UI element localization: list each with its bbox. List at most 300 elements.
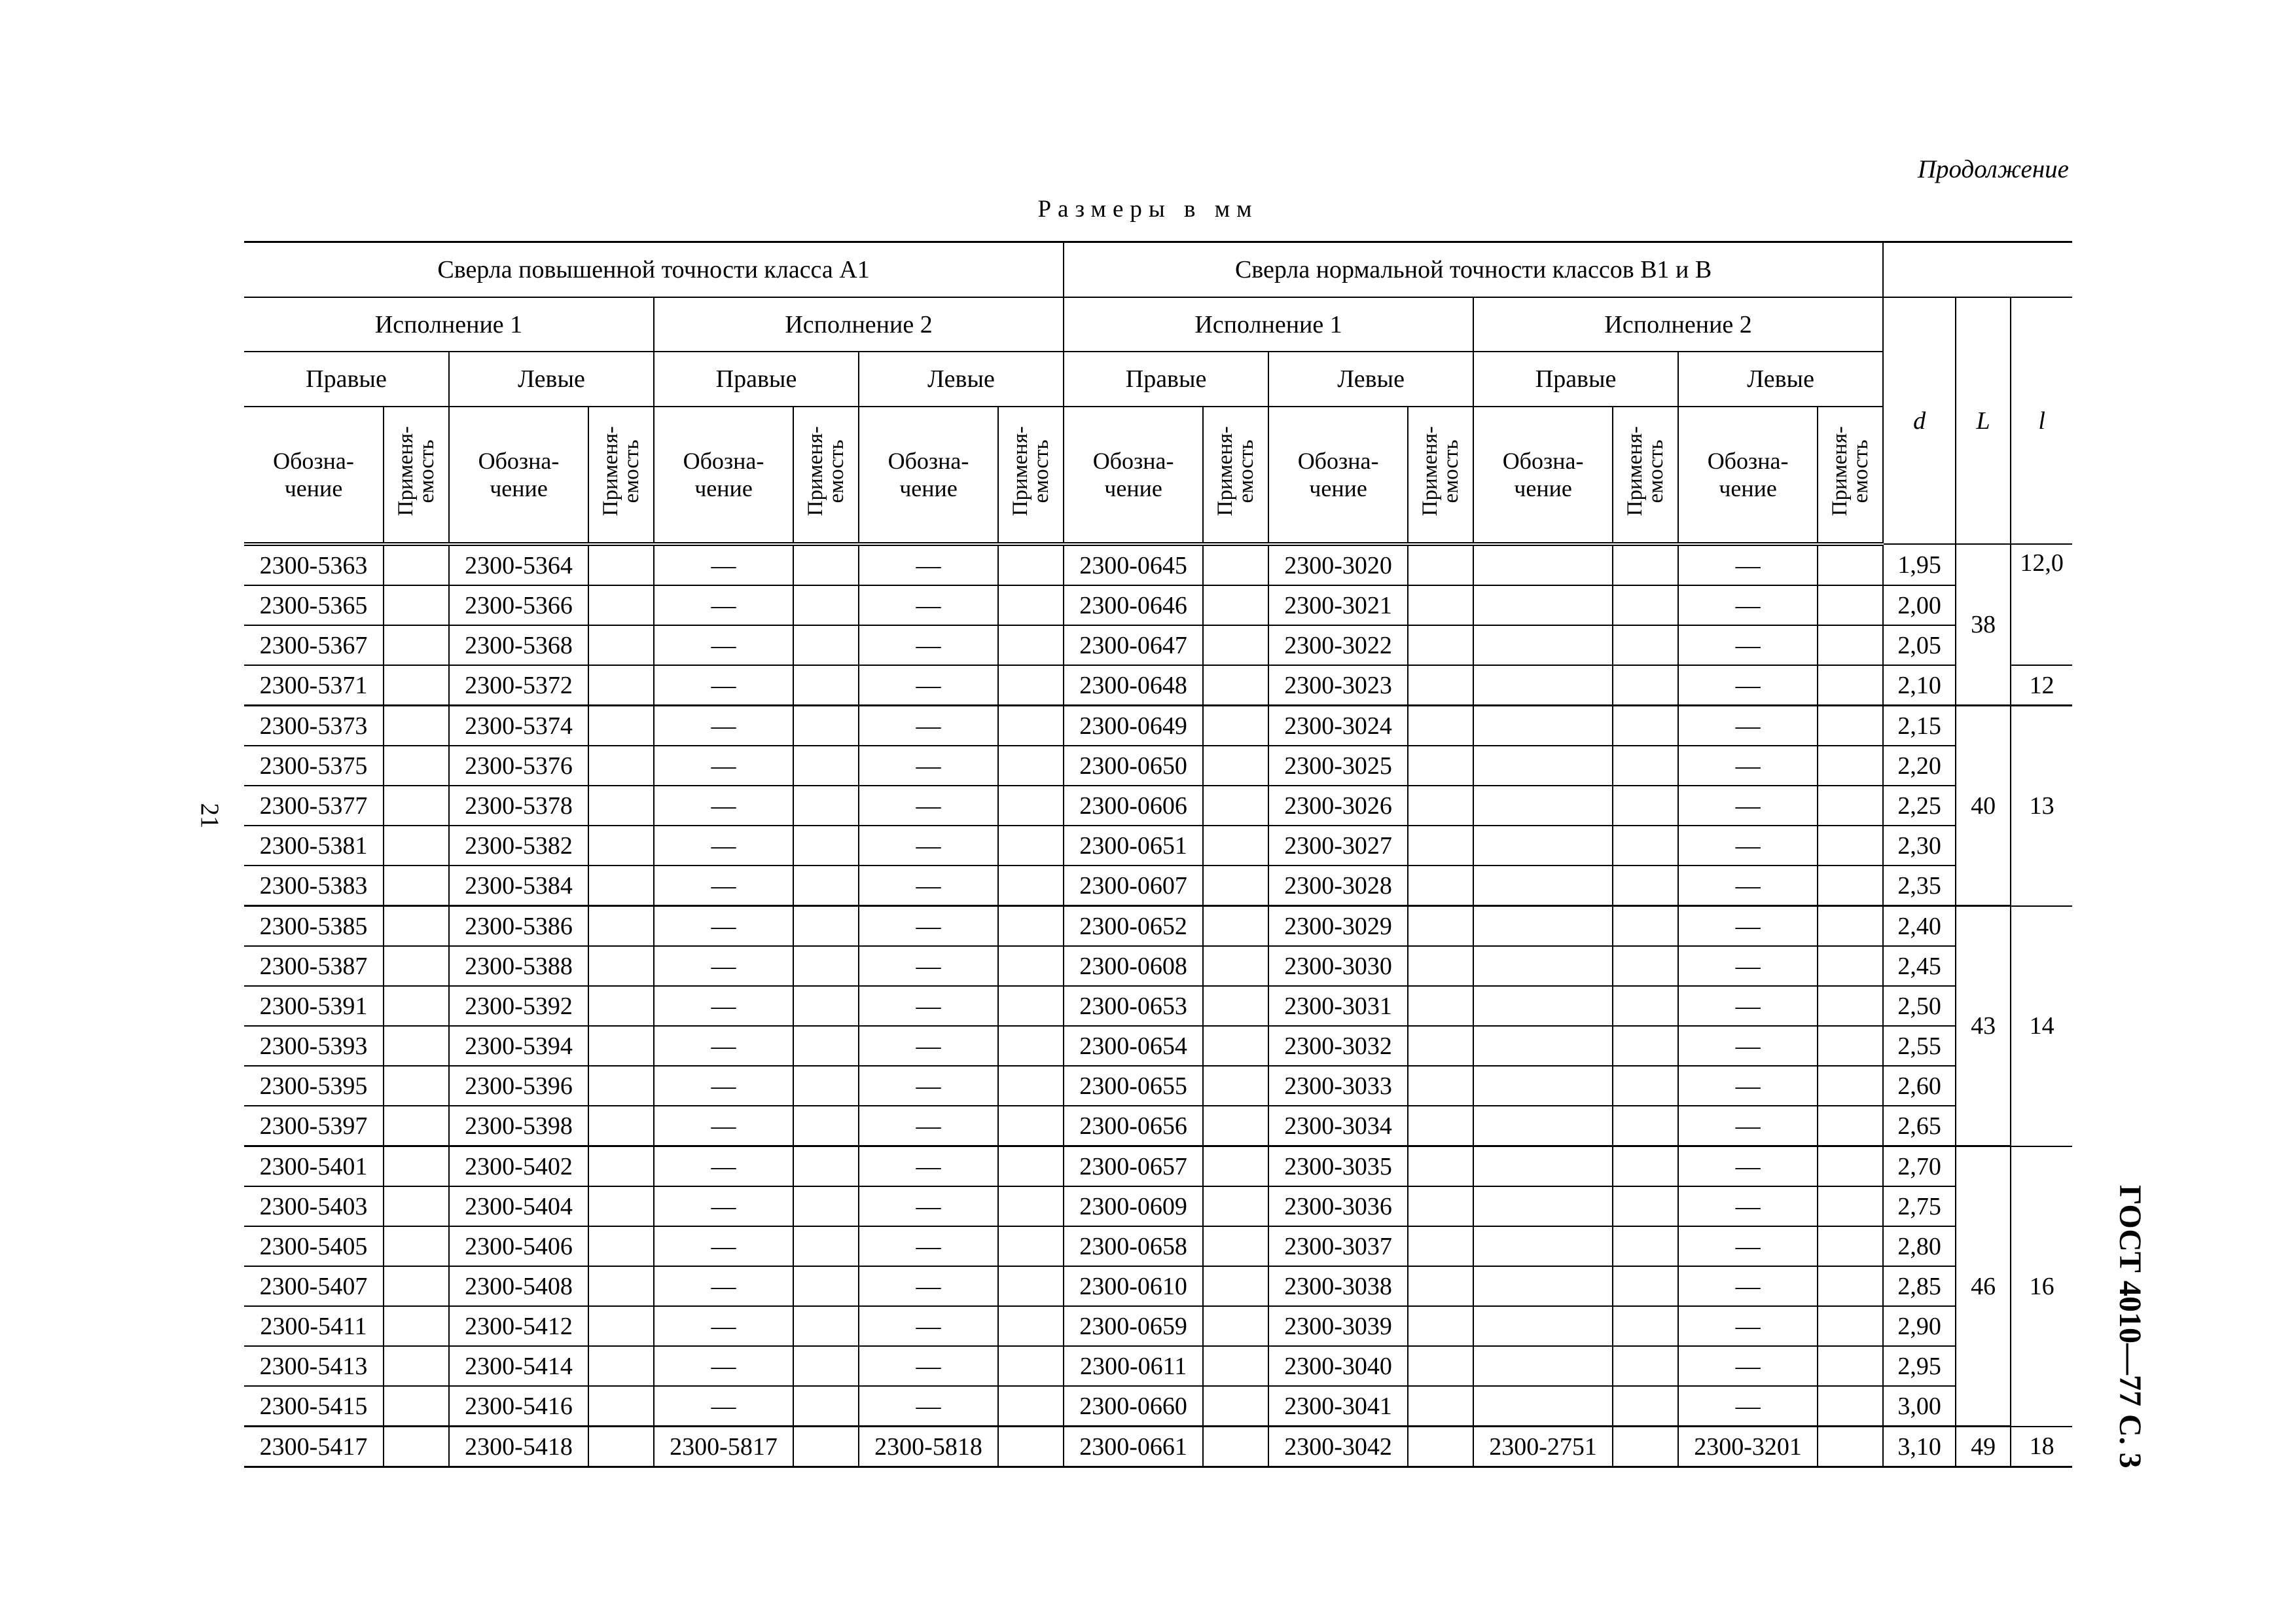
designation-cell: 2300-3042 [1268, 1427, 1408, 1467]
applicability-cell [793, 1106, 859, 1146]
applicability-cell [384, 746, 449, 786]
designation-cell [1473, 986, 1613, 1026]
table-row [244, 826, 2072, 866]
a1-e2-right-header: Правые [654, 352, 859, 407]
applicability-cell [1408, 826, 1473, 866]
designation-cell [1473, 826, 1613, 866]
designation-cell: 2300-5363 [244, 544, 384, 585]
applicability-cell [1613, 786, 1678, 826]
applicability-cell [1408, 1146, 1473, 1187]
applicability-cell [1203, 1026, 1268, 1066]
designation-cell: 2300-0654 [1064, 1026, 1203, 1066]
applicability-header [1408, 407, 1473, 544]
column-l-header: l [2011, 297, 2072, 544]
applicability-cell [588, 986, 654, 1026]
applicability-cell [1818, 665, 1883, 706]
designation-cell: 2300-5364 [449, 544, 588, 585]
designation-cell: 2300-5415 [244, 1386, 384, 1427]
designation-cell: 2300-5394 [449, 1026, 588, 1066]
designation-cell: 2300-0649 [1064, 706, 1203, 746]
designation-cell: — [859, 1226, 998, 1266]
designation-cell: — [654, 906, 793, 947]
diameter-cell: 2,45 [1883, 946, 1956, 986]
designation-cell: — [1678, 1026, 1818, 1066]
table-row [244, 1146, 2072, 1187]
designation-cell: 2300-0650 [1064, 746, 1203, 786]
designation-cell: 2300-5365 [244, 585, 384, 625]
designation-cell: 2300-3022 [1268, 625, 1408, 665]
designation-cell: — [859, 906, 998, 947]
table-row [244, 1026, 2072, 1066]
applicability-cell [384, 1146, 449, 1187]
applicability-cell [1613, 986, 1678, 1026]
designation-cell: — [1678, 1266, 1818, 1306]
applicability-cell [1408, 1186, 1473, 1226]
applicability-cell [1613, 906, 1678, 947]
applicability-cell [588, 1226, 654, 1266]
designation-cell: 2300-5416 [449, 1386, 588, 1427]
applicability-cell [384, 1346, 449, 1386]
designation-cell: — [859, 866, 998, 906]
applicability-cell [588, 625, 654, 665]
applicability-cell [588, 826, 654, 866]
designation-cell: — [1678, 866, 1818, 906]
applicability-cell [1818, 1186, 1883, 1226]
diameter-cell: 2,80 [1883, 1226, 1956, 1266]
applicability-cell [588, 1266, 654, 1306]
applicability-cell [1203, 986, 1268, 1026]
designation-cell: 2300-5371 [244, 665, 384, 706]
applicability-cell [998, 786, 1064, 826]
diameter-cell: 2,15 [1883, 706, 1956, 746]
designation-cell: 2300-5383 [244, 866, 384, 906]
applicability-cell [1818, 1427, 1883, 1467]
applicability-cell [793, 906, 859, 947]
applicability-cell [1613, 544, 1678, 585]
designation-cell: 2300-0648 [1064, 665, 1203, 706]
applicability-cell [793, 706, 859, 746]
applicability-cell [1203, 1146, 1268, 1187]
designation-cell: — [654, 1226, 793, 1266]
applicability-cell [998, 1427, 1064, 1467]
applicability-cell [1203, 826, 1268, 866]
applicability-cell [1613, 706, 1678, 746]
a1-execution-2-header: Исполнение 2 [654, 297, 1064, 352]
designation-cell: — [1678, 1306, 1818, 1346]
designation-cell: 2300-5387 [244, 946, 384, 986]
designation-cell: 2300-0659 [1064, 1306, 1203, 1346]
applicability-cell [1818, 625, 1883, 665]
length-l-cell: 12,0 [2011, 544, 2072, 665]
applicability-cell [998, 544, 1064, 585]
designation-cell: — [654, 786, 793, 826]
applicability-cell [998, 866, 1064, 906]
designation-cell: 2300-5372 [449, 665, 588, 706]
table-row [244, 1427, 2072, 1467]
designation-cell: — [654, 1346, 793, 1386]
designation-cell: 2300-3201 [1678, 1427, 1818, 1467]
designation-header [1268, 407, 1408, 544]
designation-cell: — [859, 625, 998, 665]
applicability-cell [998, 746, 1064, 786]
designation-cell: — [859, 706, 998, 746]
designation-cell: 2300-0607 [1064, 866, 1203, 906]
designation-cell: 2300-0652 [1064, 906, 1203, 947]
designation-cell: 2300-0657 [1064, 1146, 1203, 1187]
applicability-cell [793, 544, 859, 585]
applicability-cell [1408, 625, 1473, 665]
designation-cell: — [1678, 1186, 1818, 1226]
applicability-cell [793, 625, 859, 665]
designation-cell: 2300-3025 [1268, 746, 1408, 786]
diameter-cell: 2,75 [1883, 1186, 1956, 1226]
applicability-cell [1818, 1066, 1883, 1106]
applicability-cell [793, 986, 859, 1026]
applicability-cell [384, 1386, 449, 1427]
applicability-cell [588, 544, 654, 585]
designation-cell: 2300-5385 [244, 906, 384, 947]
table-row [244, 1226, 2072, 1266]
designation-cell: — [1678, 986, 1818, 1026]
applicability-cell [998, 986, 1064, 1026]
applicability-cell [384, 544, 449, 585]
designation-cell: 2300-5818 [859, 1427, 998, 1467]
designation-cell: — [859, 1386, 998, 1427]
applicability-cell [1203, 1346, 1268, 1386]
applicability-header-text: Применя- емость [394, 426, 439, 517]
diameter-cell: 2,10 [1883, 665, 1956, 706]
designation-cell: 2300-0611 [1064, 1346, 1203, 1386]
designation-cell: 2300-5376 [449, 746, 588, 786]
b-e2-right-header: Правые [1473, 352, 1678, 407]
designation-cell: — [654, 665, 793, 706]
designation-cell: 2300-5404 [449, 1186, 588, 1226]
designation-cell: — [1678, 585, 1818, 625]
applicability-cell [384, 1266, 449, 1306]
designation-cell: — [859, 1026, 998, 1066]
applicability-cell [384, 986, 449, 1026]
designation-cell: 2300-5375 [244, 746, 384, 786]
applicability-cell [1203, 625, 1268, 665]
designation-cell: 2300-5417 [244, 1427, 384, 1467]
designation-cell: — [654, 946, 793, 986]
designation-cell: 2300-3035 [1268, 1146, 1408, 1187]
designation-cell: — [654, 706, 793, 746]
designation-cell: 2300-0653 [1064, 986, 1203, 1026]
designation-cell: 2300-3020 [1268, 544, 1408, 585]
designation-cell [1473, 665, 1613, 706]
applicability-cell [1203, 1266, 1268, 1306]
applicability-cell [1408, 544, 1473, 585]
designation-cell [1473, 1346, 1613, 1386]
designation-cell: 2300-3027 [1268, 826, 1408, 866]
designation-cell: — [1678, 665, 1818, 706]
designation-cell [1473, 625, 1613, 665]
designation-cell: 2300-3026 [1268, 786, 1408, 826]
applicability-cell [588, 1066, 654, 1106]
applicability-header [998, 407, 1064, 544]
applicability-header-text: Применя- емость [804, 426, 848, 517]
applicability-cell [1203, 665, 1268, 706]
applicability-header [793, 407, 859, 544]
applicability-cell [384, 625, 449, 665]
applicability-cell [588, 706, 654, 746]
designation-cell: — [1678, 1066, 1818, 1106]
applicability-cell [1818, 866, 1883, 906]
applicability-cell [1408, 1346, 1473, 1386]
applicability-cell [998, 1346, 1064, 1386]
diameter-cell: 2,05 [1883, 625, 1956, 665]
applicability-cell [998, 1306, 1064, 1346]
designation-header-text: Обозна- чение [1502, 448, 1584, 501]
diameter-cell: 2,20 [1883, 746, 1956, 786]
designation-cell: 2300-5411 [244, 1306, 384, 1346]
table-row [244, 906, 2072, 947]
applicability-cell [793, 1346, 859, 1386]
designation-cell: 2300-5377 [244, 786, 384, 826]
applicability-cell [1408, 1226, 1473, 1266]
a1-e2-left-header: Левые [859, 352, 1064, 407]
designation-cell: 2300-0608 [1064, 946, 1203, 986]
a1-e1-left-header: Левые [449, 352, 654, 407]
applicability-cell [1613, 1146, 1678, 1187]
applicability-cell [384, 1427, 449, 1467]
length-l-cell: 14 [2011, 906, 2072, 1146]
designation-cell [1473, 906, 1613, 947]
applicability-cell [1203, 1226, 1268, 1266]
header-spacer [1883, 242, 2072, 298]
designation-cell: 2300-3038 [1268, 1266, 1408, 1306]
applicability-cell [588, 1186, 654, 1226]
designation-cell: 2300-5386 [449, 906, 588, 947]
designation-cell: — [859, 1306, 998, 1346]
applicability-cell [1613, 946, 1678, 986]
designation-cell [1473, 1306, 1613, 1346]
designation-cell [1473, 1146, 1613, 1187]
designation-cell: 2300-3031 [1268, 986, 1408, 1026]
applicability-cell [384, 1026, 449, 1066]
column-L-header: L [1956, 297, 2011, 544]
applicability-cell [1203, 1306, 1268, 1346]
applicability-cell [1203, 706, 1268, 746]
applicability-cell [384, 786, 449, 826]
applicability-cell [1613, 1026, 1678, 1066]
designation-cell: — [859, 826, 998, 866]
designation-cell: 2300-3040 [1268, 1346, 1408, 1386]
applicability-cell [998, 1026, 1064, 1066]
applicability-cell [1408, 585, 1473, 625]
table-body [244, 544, 2072, 1467]
applicability-header-text: Применя- емость [1828, 426, 1873, 517]
designation-header-text: Обозна- чение [683, 448, 764, 501]
applicability-cell [588, 1306, 654, 1346]
designation-cell: 2300-5408 [449, 1266, 588, 1306]
designation-cell: 2300-3029 [1268, 906, 1408, 947]
designation-cell: — [654, 585, 793, 625]
applicability-cell [1203, 1066, 1268, 1106]
designation-cell: — [1678, 1146, 1818, 1187]
length-L-cell: 49 [1956, 1427, 2011, 1467]
designation-cell [1473, 1186, 1613, 1226]
designation-cell: — [654, 866, 793, 906]
applicability-cell [1408, 1026, 1473, 1066]
applicability-header-text: Применя- емость [599, 426, 643, 517]
designation-cell: — [654, 1026, 793, 1066]
designation-cell: — [654, 1146, 793, 1187]
designation-cell [1473, 544, 1613, 585]
applicability-header [1613, 407, 1678, 544]
designation-cell: 2300-5414 [449, 1346, 588, 1386]
table-row [244, 1186, 2072, 1226]
designation-cell [1473, 946, 1613, 986]
diameter-cell: 2,40 [1883, 906, 1956, 947]
applicability-cell [1818, 1226, 1883, 1266]
b-e1-right-header: Правые [1064, 352, 1268, 407]
designation-subheader-row [244, 407, 2072, 544]
applicability-cell [1408, 706, 1473, 746]
applicability-cell [1818, 1026, 1883, 1066]
designation-cell [1473, 786, 1613, 826]
applicability-cell [998, 1226, 1064, 1266]
applicability-cell [1203, 544, 1268, 585]
length-L-cell: 38 [1956, 544, 2011, 706]
diameter-cell: 2,00 [1883, 585, 1956, 625]
designation-cell: 2300-5367 [244, 625, 384, 665]
table-row [244, 706, 2072, 746]
designation-cell: 2300-5413 [244, 1346, 384, 1386]
designation-cell: 2300-3034 [1268, 1106, 1408, 1146]
applicability-cell [1613, 1427, 1678, 1467]
designation-cell: 2300-3039 [1268, 1306, 1408, 1346]
designation-header [244, 407, 384, 544]
page-number: 21 [196, 803, 224, 829]
applicability-cell [1203, 1106, 1268, 1146]
a1-execution-1-header: Исполнение 1 [244, 297, 654, 352]
designation-cell: — [859, 585, 998, 625]
designation-cell: 2300-5382 [449, 826, 588, 866]
applicability-cell [1613, 826, 1678, 866]
designation-cell [1473, 706, 1613, 746]
designation-cell: 2300-5368 [449, 625, 588, 665]
applicability-header-text: Применя- емость [1623, 426, 1668, 517]
applicability-cell [1613, 866, 1678, 906]
applicability-cell [1408, 1306, 1473, 1346]
designation-cell: — [859, 665, 998, 706]
diameter-cell: 2,70 [1883, 1146, 1956, 1187]
applicability-cell [1613, 1386, 1678, 1427]
designation-cell: 2300-2751 [1473, 1427, 1613, 1467]
applicability-cell [1203, 1427, 1268, 1467]
applicability-cell [793, 826, 859, 866]
designation-cell: 2300-5391 [244, 986, 384, 1026]
length-l-cell: 13 [2011, 706, 2072, 906]
b-e2-left-header: Левые [1678, 352, 1883, 407]
applicability-cell [1203, 786, 1268, 826]
designation-cell: 2300-0646 [1064, 585, 1203, 625]
designation-cell [1473, 1266, 1613, 1306]
diameter-cell: 2,60 [1883, 1066, 1956, 1106]
applicability-cell [1203, 1386, 1268, 1427]
applicability-cell [793, 866, 859, 906]
designation-cell: 2300-5373 [244, 706, 384, 746]
applicability-cell [793, 1066, 859, 1106]
designation-cell: — [859, 986, 998, 1026]
designation-cell: — [654, 625, 793, 665]
applicability-header [588, 407, 654, 544]
applicability-cell [1408, 1106, 1473, 1146]
designation-cell: — [1678, 1386, 1818, 1427]
designation-cell: 2300-5402 [449, 1146, 588, 1187]
applicability-cell [1203, 746, 1268, 786]
designation-cell [1473, 866, 1613, 906]
applicability-cell [1818, 946, 1883, 986]
applicability-cell [1818, 1306, 1883, 1346]
applicability-cell [998, 826, 1064, 866]
applicability-cell [1203, 1186, 1268, 1226]
diameter-cell: 2,50 [1883, 986, 1956, 1026]
designation-cell: 2300-5384 [449, 866, 588, 906]
designation-cell: — [1678, 706, 1818, 746]
designation-cell: 2300-5393 [244, 1026, 384, 1066]
designation-cell: — [859, 1066, 998, 1106]
designation-header-text: Обозна- чение [888, 448, 969, 501]
table-row [244, 585, 2072, 625]
applicability-cell [1818, 746, 1883, 786]
units-caption: Размеры в мм [1037, 196, 1259, 223]
designation-cell: — [859, 1346, 998, 1386]
table-row [244, 625, 2072, 665]
table-row [244, 786, 2072, 826]
applicability-cell [998, 1386, 1064, 1427]
designation-cell: — [859, 1186, 998, 1226]
applicability-cell [1818, 1146, 1883, 1187]
applicability-cell [1613, 1346, 1678, 1386]
designation-cell: 2300-3033 [1268, 1066, 1408, 1106]
designation-cell: — [859, 1106, 998, 1146]
applicability-cell [1613, 1226, 1678, 1266]
applicability-cell [1613, 585, 1678, 625]
a1-e1-right-header: Правые [244, 352, 449, 407]
designation-cell: — [1678, 906, 1818, 947]
applicability-cell [1818, 1266, 1883, 1306]
designation-cell: — [1678, 946, 1818, 986]
applicability-cell [1613, 1066, 1678, 1106]
applicability-cell [998, 906, 1064, 947]
length-L-cell: 40 [1956, 706, 2011, 906]
designation-cell: 2300-0656 [1064, 1106, 1203, 1146]
designation-cell [1473, 746, 1613, 786]
diameter-cell: 2,30 [1883, 826, 1956, 866]
applicability-cell [1818, 706, 1883, 746]
applicability-cell [1613, 1306, 1678, 1346]
designation-cell: — [654, 1386, 793, 1427]
table-row [244, 1306, 2072, 1346]
designation-cell: — [654, 1306, 793, 1346]
designation-cell: 2300-3021 [1268, 585, 1408, 625]
applicability-cell [588, 1386, 654, 1427]
applicability-header-text: Применя- емость [1009, 426, 1054, 517]
applicability-cell [998, 585, 1064, 625]
applicability-cell [1203, 946, 1268, 986]
designation-cell: 2300-5388 [449, 946, 588, 986]
designation-cell: — [859, 1266, 998, 1306]
designation-cell: 2300-0651 [1064, 826, 1203, 866]
table-row [244, 1346, 2072, 1386]
diameter-cell: 3,00 [1883, 1386, 1956, 1427]
applicability-cell [998, 625, 1064, 665]
applicability-cell [1818, 1346, 1883, 1386]
designation-header [1678, 407, 1818, 544]
